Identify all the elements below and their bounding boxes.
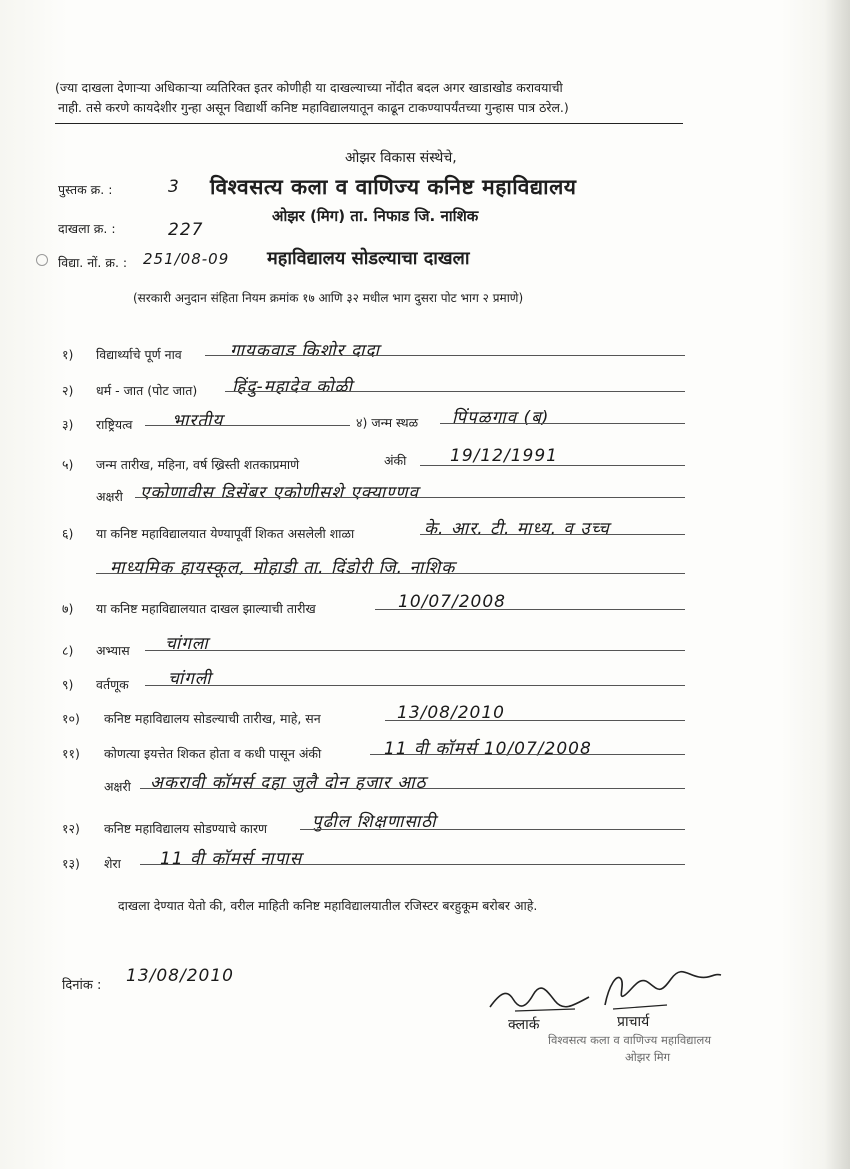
college-name: विश्वसत्य कला व वाणिज्य कनिष्ट महाविद्यालय: [210, 175, 577, 199]
field-line: [205, 355, 685, 356]
college-address: ओझर (मिग) ता. निफाड जि. नाशिक: [272, 207, 479, 225]
field-number: ११): [62, 746, 80, 761]
leaving-reason-value: पुढील शिक्षणासाठी: [312, 812, 437, 832]
field-number: १३): [62, 856, 80, 871]
field-line: [145, 685, 685, 686]
class-since-label: कोणत्या इयत्तेत शिकत होता व कधी पासून अंकी: [104, 746, 322, 761]
field-line: [140, 864, 685, 865]
birthdate-words-label: अक्षरी: [96, 489, 123, 504]
birthdate-digits-label: अंकी: [384, 453, 407, 468]
field-line: [440, 423, 685, 424]
certification-statement: दाखला देण्यात येतो की, वरील माहिती कनिष्ट महाविद्यालयातील रजिस्टर बरहुकूम बरोबर आहे.: [118, 898, 538, 913]
date-label: दिनांक :: [62, 978, 102, 993]
org-name: ओझर विकास संस्थेचे,: [345, 150, 457, 166]
date-value: 13/08/2010: [126, 966, 234, 986]
field-line: [145, 425, 350, 426]
religion-caste-value: हिंदु-महादेव कोळी: [232, 377, 353, 397]
warning-line-1: (ज्या दाखला देणाऱ्या अधिकाऱ्या व्यतिरिक्त इतर कोणीही या दाखल्याच्या नोंदीत बदल अगर खाडाखोड करावयाची: [55, 80, 563, 95]
class-words-label: अक्षरी: [104, 779, 131, 794]
conduct-value: चांगली: [168, 669, 212, 689]
college-stamp-line-2: ओझर मिग: [625, 1050, 671, 1064]
field-number: ३): [62, 417, 74, 432]
book-number-label: पुस्तक क्र. :: [58, 182, 113, 197]
cert-number-label: दाखला क्र. :: [58, 221, 116, 236]
leaving-reason-label: कनिष्ट महाविद्यालय सोडण्याचे कारण: [104, 821, 268, 836]
punch-hole-mark: [36, 254, 48, 266]
reg-number-label: विद्या. नों. क्र. :: [58, 255, 128, 270]
student-name-label: विद्यार्थ्याचे पूर्ण नाव: [96, 347, 182, 362]
class-since-value: 11 वी कॉमर्स 10/07/2008: [384, 739, 592, 759]
field-line: [300, 829, 685, 830]
admission-date-value: 10/07/2008: [398, 592, 506, 612]
scan-edge-shadow: [824, 0, 850, 1169]
warning-line-2: नाही. तसे करणे कायदेशीर गुन्हा असून विद्यार्थी कनिष्ट महाविद्यालयातून काढून टाकण्यापर्यंतच्या गुन्हास पात्र ठरेल.): [58, 100, 569, 115]
religion-caste-label: धर्म - जात (पोट जात): [96, 383, 198, 398]
birthplace-label: ४) जन्म स्थळ: [356, 415, 419, 430]
field-line: [96, 573, 685, 574]
birthdate-label: जन्म तारीख, महिना, वर्ष ख्रिस्ती शतकाप्रमाणे: [96, 457, 300, 472]
field-number: ७): [62, 601, 74, 616]
field-line: [385, 720, 685, 721]
leaving-date-value: 13/08/2010: [397, 703, 505, 723]
field-line: [370, 754, 685, 755]
field-number: २): [62, 383, 74, 398]
field-line: [135, 497, 685, 498]
admission-date-label: या कनिष्ट महाविद्यालयात दाखल झाल्याची तारीख: [96, 601, 316, 616]
remark-label: शेरा: [104, 856, 121, 871]
field-line: [420, 465, 685, 466]
field-number: १२): [62, 821, 80, 836]
clerk-signature: [485, 985, 595, 1015]
clerk-label: क्लार्क: [508, 1017, 540, 1033]
field-number: ८): [62, 643, 74, 658]
warning-divider: [55, 123, 683, 124]
class-words-value: अकरावी कॉमर्स दहा जुलै दोन हजार आठ: [150, 773, 427, 793]
previous-school-value-2: माध्यमिक हायस्कूल, मोहाडी ता. दिंडोरी जि. नाशिक: [110, 558, 456, 578]
cert-number-value: 227: [168, 220, 204, 240]
previous-school-label: या कनिष्ट महाविद्यालयात येण्यापूर्वी शिकत असलेली शाळा: [96, 526, 355, 541]
field-number: ९): [62, 677, 74, 692]
field-number: १०): [62, 711, 80, 726]
student-name-value: गायकवाड किशोर दादा: [230, 341, 380, 361]
field-line: [225, 391, 685, 392]
birthplace-value: पिंपळगाव (ब): [452, 408, 550, 428]
field-line: [140, 788, 685, 789]
remark-value: 11 वी कॉमर्स नापास: [160, 849, 303, 869]
certificate-title: महाविद्यालय सोडल्याचा दाखला: [267, 248, 470, 269]
previous-school-value-1: के. आर. टी. माध्य. व उच्च: [424, 519, 610, 539]
birthdate-digits-value: 19/12/1991: [450, 446, 558, 466]
rule-note: (सरकारी अनुदान संहिता नियम क्रमांक १७ आणि ३२ मधील भाग दुसरा पोट भाग २ प्रमाणे): [133, 291, 524, 305]
field-line: [375, 609, 685, 610]
college-stamp-line-1: विश्वसत्य कला व वाणिज्य महाविद्यालय: [548, 1033, 711, 1047]
field-line: [145, 650, 685, 651]
birthdate-words-value: एकोणावीस डिसेंबर एकोणीसशे एक्याण्णव: [140, 483, 419, 503]
principal-label: प्राचार्य: [617, 1014, 650, 1030]
nationality-value: भारतीय: [172, 411, 224, 431]
reg-number-value: 251/08-09: [143, 250, 230, 268]
field-number: ६): [62, 526, 74, 541]
conduct-label: वर्तणूक: [96, 677, 129, 692]
leaving-date-label: कनिष्ट महाविद्यालय सोडल्याची तारीख, माहे, सन: [104, 711, 321, 726]
study-value: चांगला: [165, 634, 209, 654]
book-number-value: 3: [168, 177, 180, 197]
field-number: ५): [62, 457, 74, 472]
study-label: अभ्यास: [96, 643, 130, 658]
field-number: १): [62, 347, 74, 362]
principal-signature: [595, 965, 725, 1015]
field-line: [420, 534, 685, 535]
nationality-label: राष्ट्रियत्व: [96, 417, 133, 432]
